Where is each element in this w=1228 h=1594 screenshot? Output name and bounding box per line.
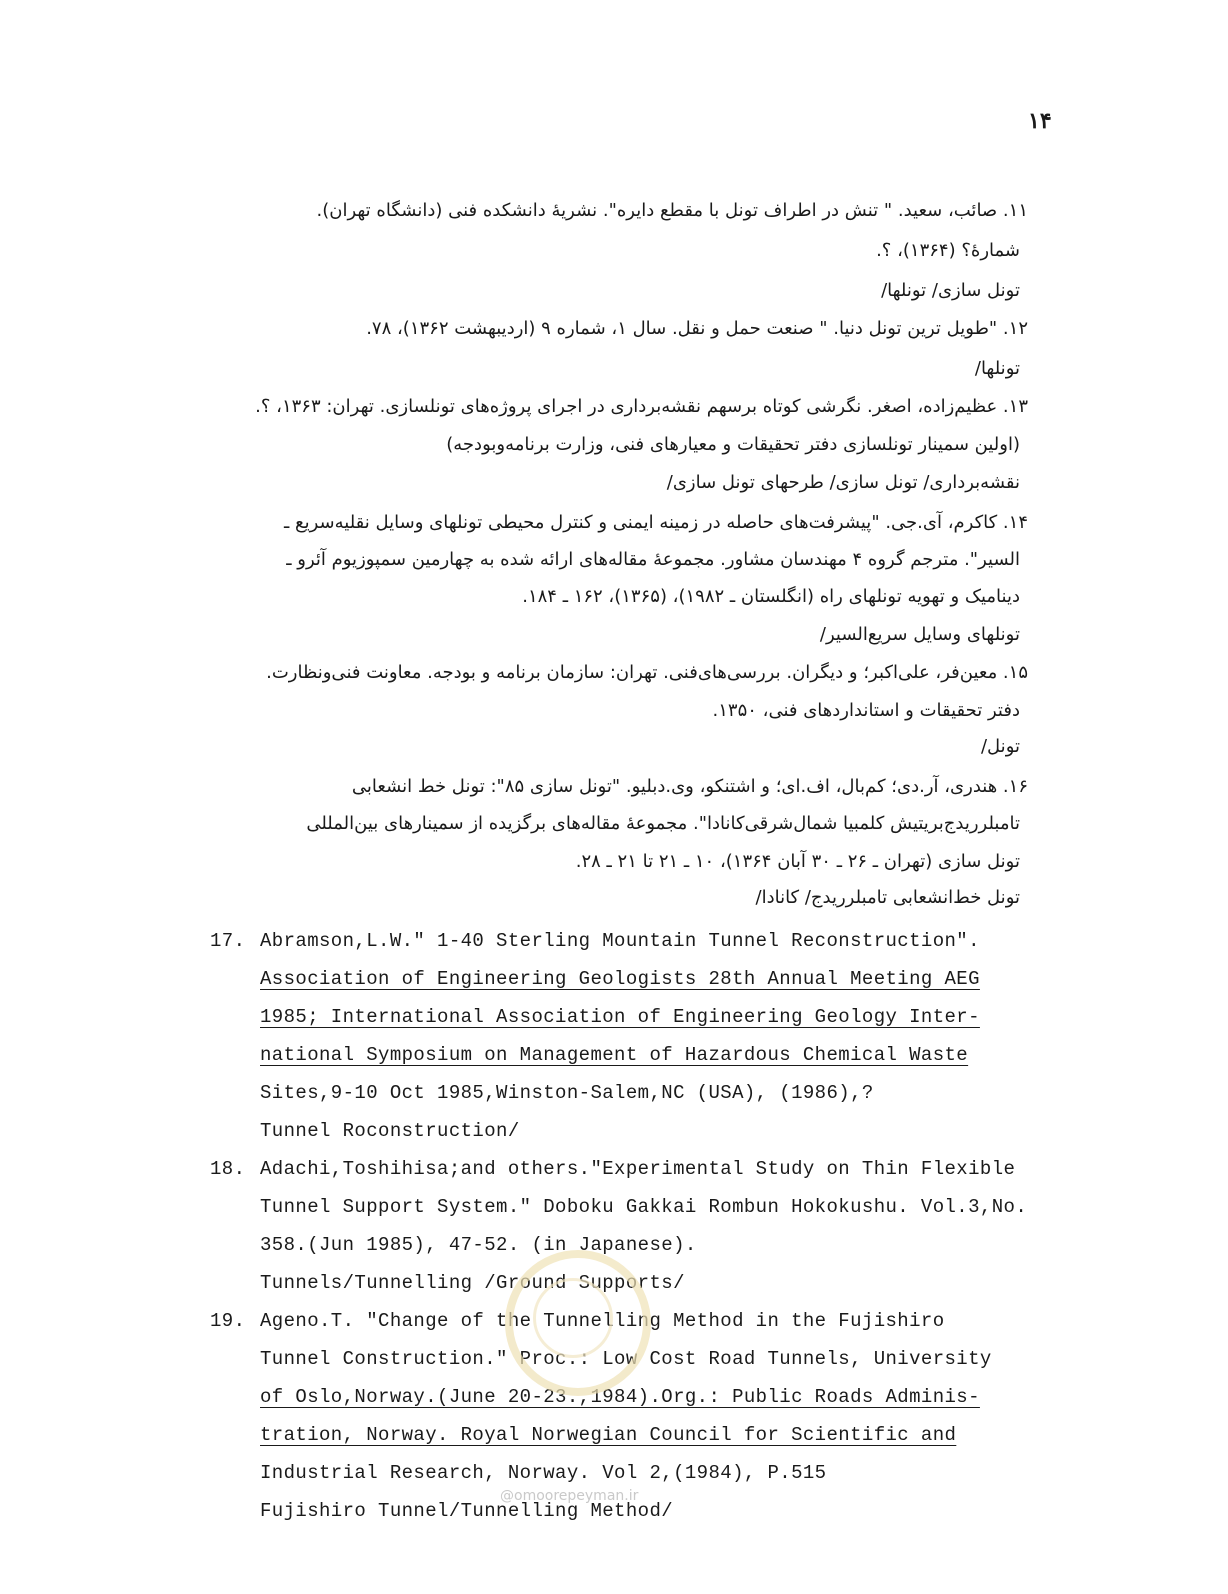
entry-17-line-1: Abramson,L.W." 1-40 Sterling Mountain Tunnel Reconstruction". — [260, 930, 980, 952]
entry-18-line-3: 358.(Jun 1985), 47-52. (in Japanese). — [260, 1234, 697, 1256]
entry-14-keywords: تونلهای وسایل سریع‌السیر/ — [819, 624, 1020, 645]
entry-15-line-1: ۱۵. معین‌فر، علی‌اکبر؛ و دیگران. بررسی‌های‌فنی. تهران: سازمان برنامه و بودجه. معاونت فنی‌ونظارت. — [266, 662, 1028, 683]
entry-13-line-1: ۱۳. عظیم‌زاده، اصغر. نگرشی کوتاه برسهم نقشه‌برداری در اجرای پروژه‌های تونلسازی. تهران: ۱۳۶۳، ؟. — [255, 396, 1028, 417]
entry-17-keywords: Tunnel Roconstruction/ — [260, 1120, 520, 1142]
entry-15-line-2: دفتر تحقیقات و استانداردهای فنی، ۱۳۵۰. — [712, 700, 1020, 721]
entry-16-line-2: تامبلرریدج‌بریتیش کلمبیا شمال‌شرقی‌کانادا". مجموعهٔ مقاله‌های برگزیده از سمینارهای بین‌المللی — [306, 813, 1020, 834]
entry-18-keywords: Tunnels/Tunnelling /Ground Supports/ — [260, 1272, 685, 1294]
entry-12-line-1: ۱۲. "طویل ترین تونل دنیا. " صنعت حمل و نقل. سال ۱، شماره ۹ (اردیبهشت ۱۳۶۲)، ۷۸. — [366, 318, 1028, 339]
watermark-text: @omoorepeyman.ir — [500, 1488, 639, 1504]
entry-17-number: 17. — [210, 930, 246, 952]
entry-19-line-1: Ageno.T. "Change of the Tunnelling Method in the Fujishiro — [260, 1310, 945, 1332]
entry-15-keywords: تونل/ — [980, 736, 1020, 757]
entry-13-keywords: نقشه‌برداری/ تونل سازی/ طرحهای تونل سازی/ — [666, 472, 1020, 493]
entry-17-line-4: national Symposium on Management of Hazardous Chemical Waste — [260, 1044, 969, 1066]
entry-17-line-2: Association of Engineering Geologists 28th Annual Meeting AEG — [260, 968, 980, 990]
entry-14-line-2: السیر". مترجم گروه ۴ مهندسان مشاور. مجموعهٔ مقاله‌های ارائه شده به چهارمین سمپوزیوم آئرو ـ — [286, 549, 1020, 570]
entry-17-line-3: 1985; International Association of Engineering Geology Inter- — [260, 1006, 980, 1028]
entry-16-keywords: تونل خط‌انشعابی تامبلرریدج/ کانادا/ — [755, 887, 1020, 908]
entry-16-line-3: تونل سازی (تهران ـ ۲۶ ـ ۳۰ آبان ۱۳۶۴)، ۱۰ ـ ۲۱ تا ۲۱ ـ ۲۸. — [575, 851, 1020, 872]
entry-18-number: 18. — [210, 1158, 246, 1180]
entry-18-line-2: Tunnel Support System." Doboku Gakkai Rombun Hokokushu. Vol.3,No. — [260, 1196, 1028, 1218]
entry-14-line-3: دینامیک و تهویه تونلهای راه (انگلستان ـ ۱۹۸۲)، (۱۳۶۵)، ۱۶۲ ـ ۱۸۴. — [522, 586, 1020, 607]
entry-19-line-4: tration, Norway. Royal Norwegian Council for Scientific and — [260, 1424, 957, 1446]
entry-19-keywords: Fujishiro Tunnel/Tunnelling Method/ — [260, 1500, 674, 1522]
entry-18-line-1: Adachi,Toshihisa;and others."Experimental Study on Thin Flexible — [260, 1158, 1016, 1180]
entry-19-line-5: Industrial Research, Norway. Vol 2,(1984), P.515 — [260, 1462, 827, 1484]
page-number: ۱۴ — [1028, 108, 1052, 134]
entry-12-keywords: تونلها/ — [974, 358, 1020, 379]
entry-19-line-3: of Oslo,Norway.(June 20-23.,1984).Org.: Public Roads Adminis- — [260, 1386, 980, 1408]
entry-13-line-2: (اولین سمینار تونلسازی دفتر تحقیقات و معیارهای فنی، وزارت برنامه‌وبودجه) — [446, 434, 1020, 455]
entry-11-line-2: شمارهٔ؟ (۱۳۶۴)، ؟. — [876, 240, 1020, 261]
stamp-seal — [505, 1250, 651, 1396]
entry-11-line-1: ۱۱. صائب، سعید. " تنش در اطراف تونل با مقطع دایره". نشریهٔ دانشکده فنی (دانشگاه تهران). — [316, 200, 1028, 221]
entry-16-line-1: ۱۶. هندری، آر.دی؛ کم‌بال، اف.ای؛ و اشتنکو، وی.دبلیو. "تونل سازی ۸۵": تونل خط انشعابی — [351, 776, 1028, 797]
entry-17-line-5: Sites,9-10 Oct 1985,Winston-Salem,NC (USA), (1986),? — [260, 1082, 874, 1104]
entry-19-line-2: Tunnel Construction." Proc.: Low Cost Road Tunnels, University — [260, 1348, 992, 1370]
entry-19-number: 19. — [210, 1310, 246, 1332]
entry-11-keywords: تونل سازی/ تونلها/ — [881, 280, 1020, 301]
entry-14-line-1: ۱۴. کاکرم، آی.جی. "پیشرفت‌های حاصله در زمینه ایمنی و کنترل محیطی تونلهای وسایل نقلیه‌سریع ـ — [284, 512, 1028, 533]
